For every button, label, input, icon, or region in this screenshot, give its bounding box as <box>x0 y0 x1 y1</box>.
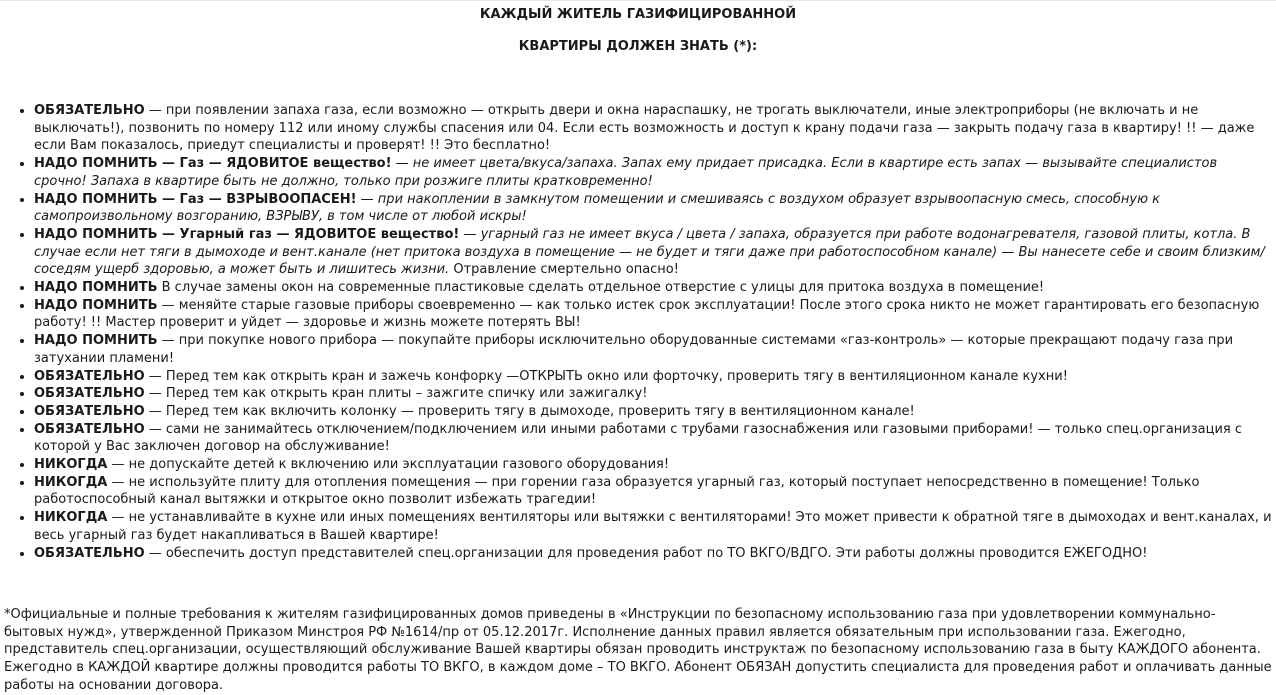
rule-label: ОБЯЗАТЕЛЬНО <box>34 403 145 419</box>
rule-label: НАДО ПОМНИТЬ <box>34 226 158 242</box>
rule-label: ОБЯЗАТЕЛЬНО <box>34 368 145 384</box>
rule-text: — Перед тем как включить колонку — проверить тягу в дымоходе, проверить тягу в вентиляционном канале! <box>144 403 915 419</box>
rule-text: — меняйте старые газовые приборы своевременно — как только истек срок эксплуатации! После этого срока никто не может гарантировать его безопасную работу! !! Мастер проверит и уйдет — здоровье и жизнь можете потерять ВЫ! <box>34 297 1260 331</box>
rule-item <box>34 297 1272 332</box>
rule-bold-phrase: — Газ — ЯДОВИТОЕ вещество! <box>157 156 392 172</box>
rule-label: ОБЯЗАТЕЛЬНО <box>34 103 145 118</box>
rule-item <box>34 155 1272 190</box>
rule-label: ОБЯЗАТЕЛЬНО <box>34 545 145 561</box>
footnote: *Официальные и полные требования к жителям газифицированных домов приведены в «Инструкции по безопасному использованию газа при удовлетворении коммунально-бытовых нужд», утвержденной Приказом Минстроя РФ №1614/пр от 05.12.2017г. Исполнение данных правил является обязательным при использовании газа. Ежегодно, представитель спец.организации, осуществляющий обслуживание Вашей квартиры обязан проводить инструктаж по безопасному использованию газа в быту КАЖДОГО абонента. Ежегодно в КАЖДОЙ квартире должны проводится работы ТО ВКГО, в каждом доме – ТО ВКГО. Абонент ОБЯЗАН допустить специалиста для проведения работ и оплачивать данные работы на основании договора. <box>4 607 1272 693</box>
rule-label: НАДО ПОМНИТЬ <box>34 280 158 296</box>
safety-rules-list <box>0 102 1272 562</box>
rule-item <box>34 474 1272 509</box>
rule-item <box>34 332 1272 367</box>
rule-text: — Перед тем как открыть кран и зажечь конфорку —ОТКРЫТЬ окно или форточку, проверить тягу в вентиляционном канале кухни! <box>144 368 1068 384</box>
rule-item <box>34 403 1272 421</box>
rule-item <box>34 226 1272 279</box>
rule-text: — сами не занимайтесь отключением/подключением или иными работами с трубами газоснабжения или газовыми приборами! — только спец.организация с которой у Вас заключен договор на обслуживание! <box>34 421 1243 455</box>
rule-text: — при появлении запаха газа, если возможно — открыть двери и окна нараспашку, не трогать выключатели, иные электроприборы (не включать и не выключать!), позвонить по номеру 112 или иному службы спасения или 04. Если есть возможность и доступ к крану подачи газа — закрыть подачу газа в квартиру! !! — даже если Вам показалось, приедут специалисты и проверят! !! Это бесплатно! <box>34 103 1255 154</box>
page-title-line1: КАЖДЫЙ ЖИТЕЛЬ ГАЗИФИЦИРОВАННОЙ <box>479 7 797 22</box>
rule-text: — Перед тем как открыть кран плиты – зажгите спичку или зажигалку! <box>144 386 648 402</box>
rule-label: НИКОГДА <box>34 457 108 473</box>
rule-label: НИКОГДА <box>34 510 108 526</box>
rule-text: В случае замены окон на современные пластиковые сделать отдельное отверстие с улицы для притока воздуха в помещение! <box>157 280 1045 296</box>
rule-text: — не используйте плиту для отопления помещения — при горении газа образуется угарный газ, который поступает непосредственно в помещение! Только работоспособный канал вытяжки и открытое окно позволит избежать трагедии! <box>34 474 1200 508</box>
rule-bold-phrase: — Угарный газ — ЯДОВИТОЕ вещество! <box>157 226 460 242</box>
rule-tail-text: Отравление смертельно опасно! <box>449 262 679 278</box>
rule-label: НАДО ПОМНИТЬ <box>34 191 158 207</box>
rule-item <box>34 456 1272 474</box>
page-title-line2: КВАРТИРЫ ДОЛЖЕН ЗНАТЬ (*): <box>518 39 758 54</box>
rule-text: — не устанавливайте в кухне или иных помещениях вентиляторы или вытяжки с вентиляторами! Это может привести к обратной тяге в дымоходах и вент.каналах, и весь угарный газ будет накапливаться в Вашей квартире! <box>34 510 1272 543</box>
rule-item <box>34 545 1272 563</box>
rule-text: — при покупке нового прибора — покупайте приборы исключительно оборудованные системами «газ-контроль» — которые прекращают подачу газа при затухании пламени! <box>34 333 1234 366</box>
top-divider <box>0 0 1276 1</box>
rule-label: НАДО ПОМНИТЬ <box>34 333 158 349</box>
rule-item <box>34 509 1272 544</box>
rule-italic-text: — угарный газ не имеет вкуса / цвета / запаха, образуется при работе водонагревателя, газовой плиты, котла. В случае если нет тяги в дымоходе и вент.канале (нет притока воздуха в помещение — не будет и тяги даже при работоспособном канале) — Вы нанесете себе и своим близким/соседям ущерб здоровью, а может быть и лишитесь жизни. <box>34 226 1265 278</box>
rule-italic-text: — не имеет цвета/вкуса/запаха. Запах ему придает присадка. Если в квартире есть запах — вызывайте специалистов срочно! Запаха в квартире быть не должно, только при розжиге плиты кратковременно! <box>34 156 1218 189</box>
rule-item <box>34 279 1272 297</box>
rule-label: НИКОГДА <box>34 474 108 490</box>
rule-label: НАДО ПОМНИТЬ <box>34 297 158 313</box>
rule-item <box>34 368 1272 386</box>
rule-label: ОБЯЗАТЕЛЬНО <box>34 421 145 437</box>
rule-text: — не допускайте детей к включению или эксплуатации газового оборудования! <box>107 457 670 473</box>
rule-item <box>34 421 1272 456</box>
rule-label: НАДО ПОМНИТЬ <box>34 156 158 172</box>
rule-text: — обеспечить доступ представителей спец.организации для проведения работ по ТО ВКГО/ВДГО. Эти работы должны проводится ЕЖЕГОДНО! <box>144 545 1148 561</box>
rule-bold-phrase: — Газ — ВЗРЫВООПАСЕН! <box>157 191 357 207</box>
rule-item <box>34 385 1272 403</box>
rule-label: ОБЯЗАТЕЛЬНО <box>34 386 145 402</box>
rule-item <box>34 102 1272 155</box>
rule-item <box>34 191 1272 226</box>
rule-italic-text: — при накоплении в замкнутом помещении и смешиваясь с воздухом образует взрывоопасную смесь, способную к самопроизвольному возгоранию, ВЗРЫВУ, в том числе от любой искры! <box>34 191 1161 225</box>
